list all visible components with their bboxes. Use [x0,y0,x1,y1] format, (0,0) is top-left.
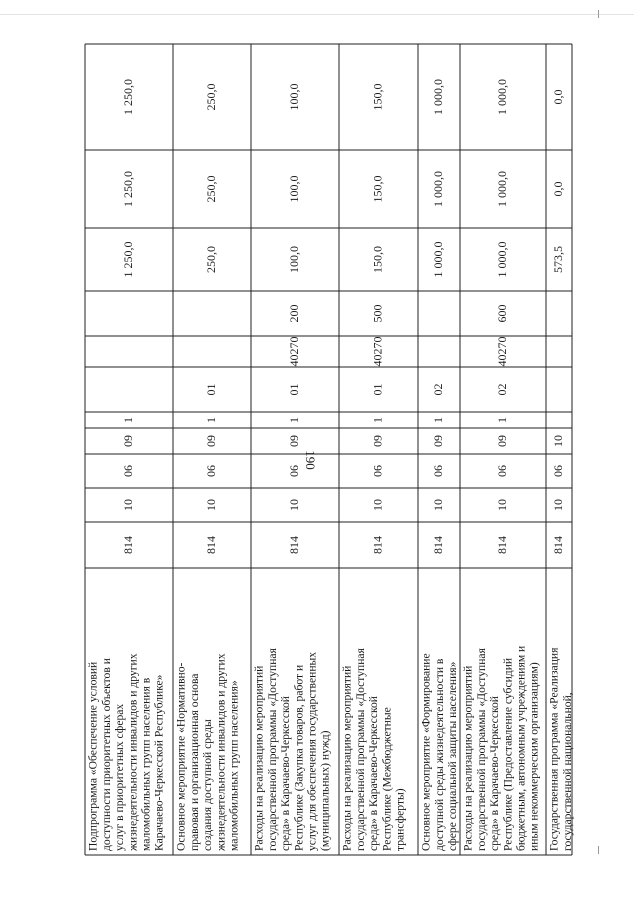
cell-name-line: государственной национальной, [560,692,574,851]
cell-name-line: Расходы на реализацию мероприятий [340,665,354,851]
cell-s3: 100,0 [286,83,301,111]
cell-name-line: Республике (Закупка товаров, работ и [292,664,306,851]
cell-s3: 250,0 [203,83,218,111]
cell-s3: 1 000,0 [494,79,509,115]
cell-grbs: 814 [494,536,509,554]
cell-s2: 100,0 [286,175,301,203]
cell-name-line: создания доступной среды [201,719,215,851]
cell-cs3: 02 [430,383,445,396]
cell-cs3: 01 [370,383,385,396]
cell-name-line: Подпрограмма «Обеспечение условий [86,661,100,851]
cell-name-line: государственной программы «Доступная [474,648,488,851]
cell-name-line: жизнедеятельности инвалидов и других [214,653,228,851]
cell-cs1: 09 [370,435,385,447]
cell-s3: 0,0 [550,89,565,105]
cell-cs1: 09 [286,435,301,447]
cell-s2: 1 250,0 [120,171,135,207]
cell-cs2: 1 [120,417,135,423]
cell-cs2: 1 [203,417,218,423]
cell-cs3: 01 [203,383,218,396]
cell-cs1: 09 [430,435,445,447]
table-cells [87,79,574,852]
cell-pr: 06 [203,465,218,477]
cell-pr: 06 [550,465,565,477]
cell-cs1: 09 [494,435,509,447]
cell-grbs: 814 [370,536,385,554]
cell-name-line: жизнедеятельности инвалидов и других [126,653,140,851]
cell-rz: 10 [370,499,385,511]
cell-name-line: Карачаево-Черкесской Республике» [152,674,166,851]
cell-cs4: 40270 [286,336,301,367]
cell-pr: 06 [286,465,301,477]
cell-pr: 06 [494,465,509,477]
cell-s2: 250,0 [203,175,218,203]
cell-name-line: государственной программы «Доступная [265,648,279,851]
cell-name-line: Основное мероприятие «Нормативно- [174,662,188,851]
cell-cs2: 1 [494,417,509,423]
cell-name-line: иным некоммерческим организациям) [527,662,541,851]
cell-s1: 1 000,0 [494,241,509,278]
cell-s2: 150,0 [370,175,385,203]
cell-vr: 500 [370,304,385,323]
cell-cs4: 40270 [370,336,385,367]
cell-name-line: правовая и организационная основа [187,673,201,851]
cell-name-line: Расходы на реализацию мероприятий [252,665,266,851]
cell-name-line: Основное мероприятие «Формирование [419,653,433,851]
page-number: 190 [303,450,318,470]
cell-grbs: 814 [120,536,135,554]
cell-name-line: маломобильных групп населения в [139,677,153,851]
cell-name-line: сфере социальной защиты населения» [446,661,460,851]
cell-s3: 1 250,0 [120,79,135,115]
cell-s1: 1 250,0 [120,241,135,278]
cell-name-line: среда» в Карачаево-Черкесской [488,695,502,851]
cell-grbs: 814 [286,536,301,554]
cell-cs2: 1 [286,417,301,423]
cell-pr: 06 [120,465,135,477]
cell-s2: 1 000,0 [494,171,509,207]
cell-pr: 06 [370,465,385,477]
cell-s1: 100,0 [286,246,301,273]
cell-s1: 573,5 [550,246,565,273]
cell-vr: 600 [494,304,509,323]
cell-name-line: среда» в Карачаево-Черкесской [279,695,293,851]
cell-name-line: бюджетным, автономным учреждениям и [514,645,528,851]
cell-grbs: 814 [203,536,218,554]
cell-cs2: 1 [370,417,385,423]
cell-rz: 10 [203,499,218,511]
cell-rz: 10 [494,499,509,511]
cell-grbs: 814 [430,536,445,554]
cell-cs3: 02 [494,383,509,396]
cell-name-line: маломобильных групп населения» [227,680,241,851]
cell-s3: 1 000,0 [430,79,445,115]
cell-s3: 150,0 [370,83,385,111]
cell-rz: 10 [550,499,565,511]
cell-name-line: (муниципальных) нужд) [318,730,332,851]
cell-rz: 10 [430,499,445,511]
cell-name-line: услуг для обеспечения государственных [305,651,319,851]
cell-cs3: 01 [286,383,301,396]
cell-name-line: услуг в приоритетных сферах [113,703,127,851]
cell-pr: 06 [430,465,445,477]
cell-name-line: Расходы на реализацию мероприятий [461,665,475,851]
cell-cs1: 09 [120,435,135,447]
cell-s2: 0,0 [550,181,565,197]
cell-cs1: 09 [203,435,218,447]
cell-s1: 1 000,0 [430,241,445,278]
cell-vr: 200 [286,304,301,323]
cell-cs1: 10 [550,435,565,447]
cell-name-line: доступной среды жизнедеятельности в [432,658,446,851]
cell-name-line: Государственная программа «Реализация [547,647,561,851]
cell-name-line: доступности приоритетных объектов и [99,658,113,851]
cell-name-line: трансферты) [393,788,407,851]
cell-name-line: Республике (Предоставление субсидий [501,657,515,851]
cell-name-line: государственной программы «Доступная [353,648,367,851]
cell-name-line: Республике (Межбюджетные [380,707,394,851]
cell-cs4: 40270 [494,336,509,367]
cell-s2: 1 000,0 [430,171,445,207]
cell-name-line: среда» в Карачаево-Черкесской [367,695,381,851]
cell-rz: 10 [286,499,301,511]
cell-s1: 250,0 [203,246,218,273]
cell-s1: 150,0 [370,246,385,273]
cell-grbs: 814 [550,536,565,554]
cell-rz: 10 [120,499,135,511]
cell-cs2: 1 [430,417,445,423]
